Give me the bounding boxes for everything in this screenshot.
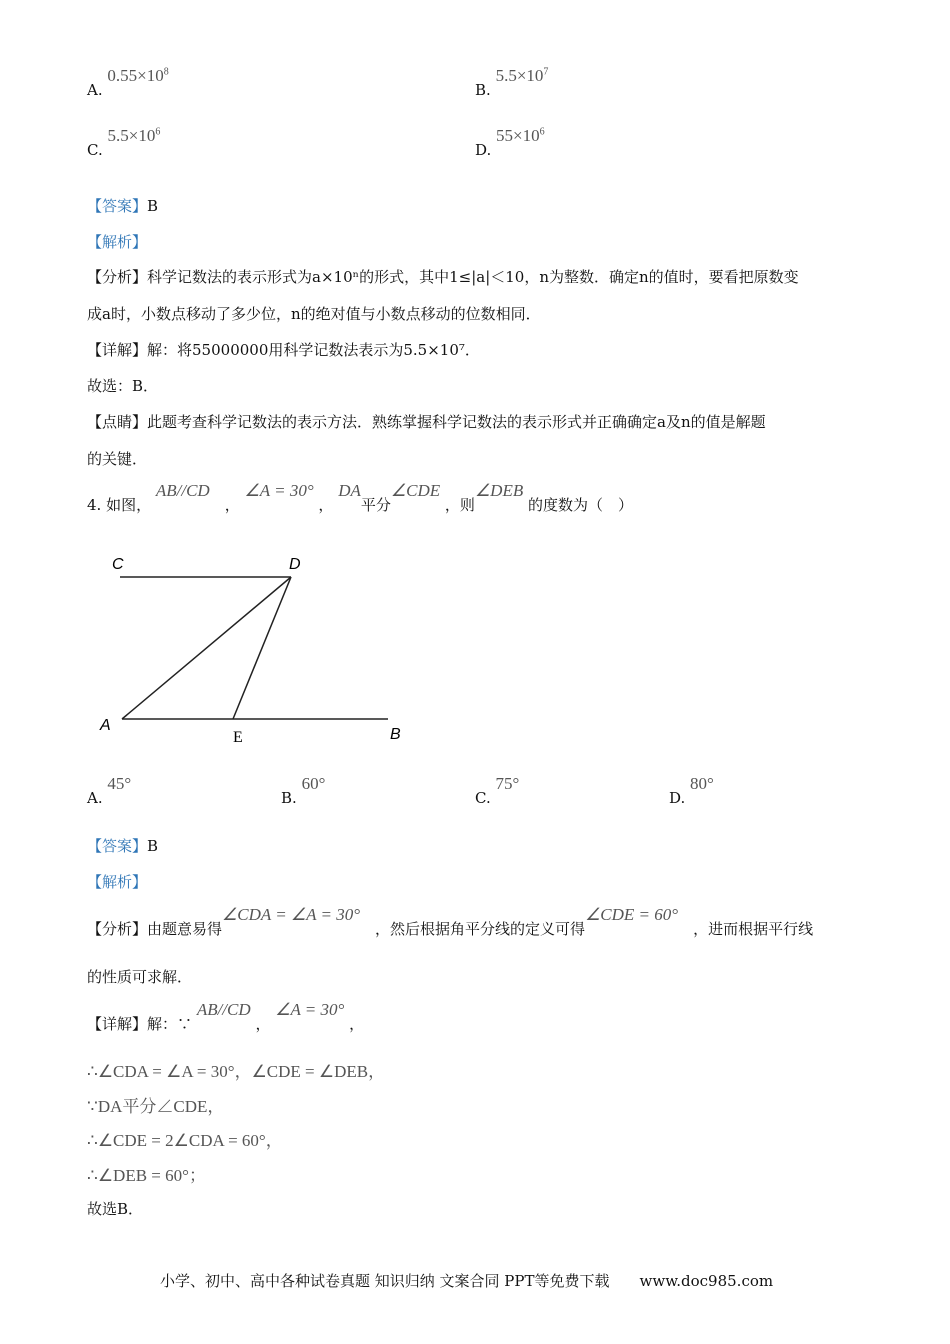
q4-option-a [87, 774, 132, 808]
option-value: 60° [301, 774, 326, 793]
dianjing-label: 【点睛】 [87, 413, 148, 431]
answer-value: B [147, 837, 159, 855]
q4-xiangjie [87, 1000, 365, 1034]
option-exp: 8 [163, 66, 169, 78]
option-letter: D. [475, 141, 492, 159]
label-a: A [100, 717, 111, 734]
label-d: D [289, 556, 301, 573]
text: 平分 [360, 496, 391, 514]
text: ，进而根据平行线 [693, 920, 814, 938]
text: ，然后根据角平分线的定义可得 [375, 920, 586, 938]
q4-guxuan: 故选B． [87, 1200, 144, 1218]
option-value: 45° [107, 774, 132, 793]
text: 解：∵ [147, 1015, 193, 1033]
fenxi-label: 【分析】 [87, 268, 148, 286]
q4-option-d [669, 774, 714, 808]
q4-analysis-label: 【解析】 [87, 873, 148, 891]
dianjing-text: 此题考查科学记数法的表示方法．熟练掌握科学记数法的表示形式并正确确定a及n的值是解题 [147, 413, 766, 431]
line-de [233, 577, 291, 719]
option-exp: 6 [155, 126, 161, 138]
q3-fenxi-cont: 成a时，小数点移动了多少位，n的绝对值与小数点移动的位数相同． [87, 305, 541, 323]
math: ∠CDA = ∠A = 30° [222, 905, 361, 924]
fenxi-label: 【分析】 [87, 920, 148, 938]
q4-step: ∵DA平分∠CDE， [87, 1097, 225, 1116]
option-letter: A. [87, 81, 103, 99]
q4-prefix: 4. 如图， [87, 496, 152, 514]
q4-fenxi-cont: 的性质可求解． [87, 968, 193, 986]
text: ，则 [444, 496, 475, 514]
math: AB//CD [196, 1000, 251, 1019]
sep: ， [318, 496, 334, 514]
text: 的度数为（ ） [528, 496, 634, 514]
footer [160, 1270, 773, 1291]
q4-step: ∴∠CDA = ∠A = 30°，∠CDE = ∠DEB， [87, 1062, 386, 1081]
q3-dianjing-cont: 的关键． [87, 450, 148, 468]
option-letter: D. [669, 789, 686, 807]
answer-label: 【答案】 [87, 197, 148, 215]
option-letter: C. [87, 141, 103, 159]
q4-step: ∴∠CDE = 2∠CDA = 60°， [87, 1131, 283, 1150]
sep: ， [349, 1015, 365, 1033]
answer-label: 【答案】 [87, 837, 148, 855]
option-base: 5.5×10 [495, 66, 544, 85]
q4-answer [87, 835, 158, 856]
math: AB//CD [155, 481, 210, 500]
text: 由题意易得 [147, 920, 223, 938]
fenxi-text: 科学记数法的表示形式为a×10ⁿ的形式，其中1≤|a|＜10，n为整数．确定n的值时，要看把原数变 [147, 268, 799, 286]
option-letter: B. [281, 789, 297, 807]
math: ∠CDE [390, 481, 441, 500]
q4-option-c [475, 774, 520, 808]
label-b: B [390, 726, 401, 743]
math: ∠CDE = 60° [585, 905, 679, 924]
line-da [122, 577, 291, 719]
option-letter: B. [475, 81, 491, 99]
option-exp: 6 [539, 126, 545, 138]
footer-text: 小学、初中、高中各种试卷真题 知识归纳 文案合同 PPT等免费下载 [160, 1272, 610, 1290]
footer-link[interactable]: www.doc985.com [639, 1272, 774, 1290]
option-base: 5.5×10 [107, 126, 156, 145]
math: ∠DEB [474, 481, 524, 500]
math: ∠A = 30° [244, 481, 314, 500]
option-value: 80° [690, 774, 714, 793]
option-letter: A. [87, 789, 103, 807]
q4-step: ∴∠DEB = 60°； [87, 1166, 206, 1185]
sep: ， [255, 1015, 271, 1033]
option-base: 55×10 [496, 126, 540, 145]
sep: ， [224, 496, 240, 514]
q4-fenxi [87, 905, 814, 939]
xiangjie-label: 【详解】 [87, 1015, 148, 1033]
option-letter: C. [475, 789, 491, 807]
option-value: 75° [495, 774, 520, 793]
label-e: E [233, 729, 243, 746]
label-c: C [112, 556, 124, 573]
math: ∠A = 30° [275, 1000, 345, 1019]
option-base: 0.55×10 [107, 66, 164, 85]
q3-guxuan: 故选：B． [87, 377, 159, 395]
xiangjie-label: 【详解】 [87, 341, 148, 359]
q3-analysis-label: 【解析】 [87, 233, 148, 251]
xiangjie-text: 解：将55000000用科学记数法表示为5.5×10⁷． [147, 341, 480, 359]
option-exp: 7 [543, 66, 549, 78]
answer-value: B [147, 197, 159, 215]
math: DA [338, 481, 361, 500]
q4-option-b [281, 774, 326, 808]
